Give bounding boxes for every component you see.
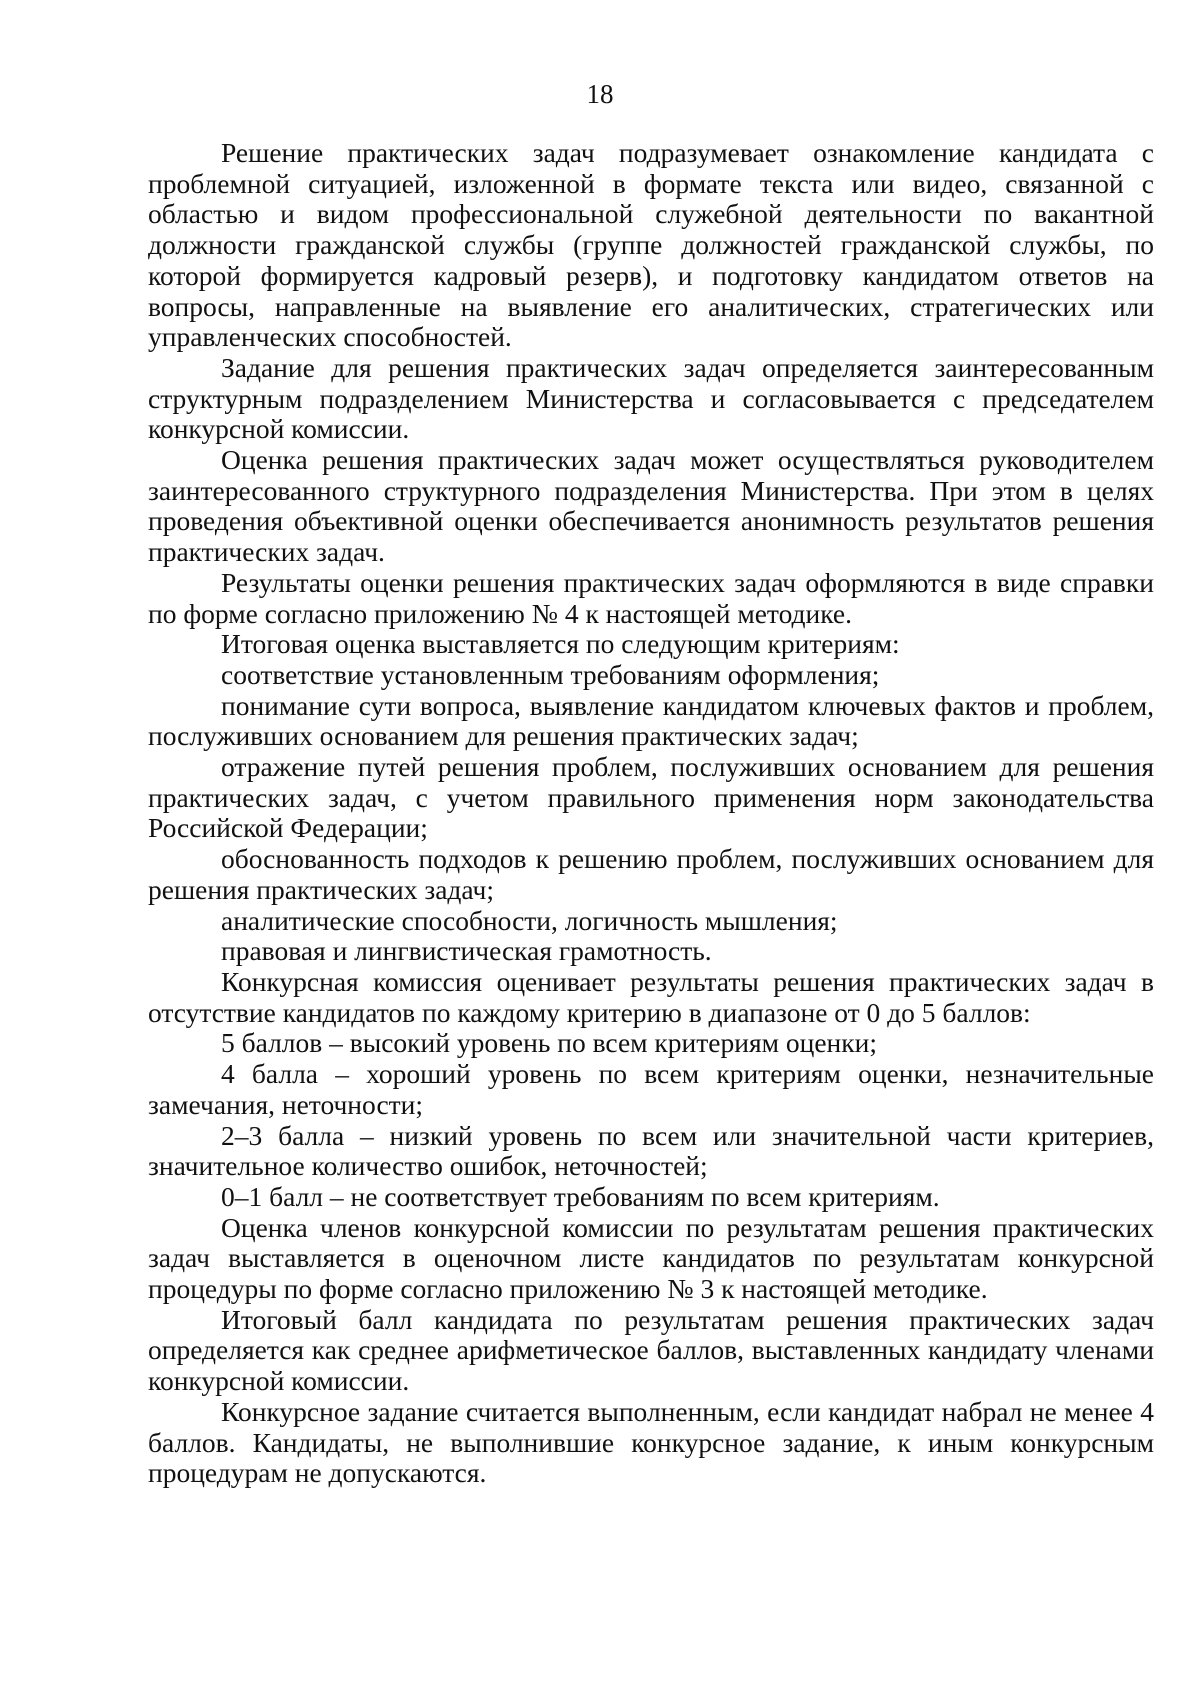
paragraph-evaluation-sheet: Оценка членов конкурсной комиссии по результатам решения практических задач выставляется в оценочном листе кандидатов по результатам конкурсной процедуры по форме согласно приложению № 3 к настоящей методике. [148,1211,1154,1305]
criterion-understanding: понимание сути вопроса, выявление кандидатом ключевых фактов и проблем, послуживших основанием для решения практических задач; [148,689,1154,752]
score-level-5: 5 баллов – высокий уровень по всем критериям оценки; [221,1027,877,1059]
paragraph-practical-tasks-definition: Решение практических задач подразумевает ознакомление кандидата с проблемной ситуацией, изложенной в формате текста или видео, связанной с областью и видом профессиональной служебной деятельности по вакантной должности гражданской службы (группе должностей гражданской службы, по которой формируется кадровый резерв), и подготовку кандидатом ответов на вопросы, направленные на выявление его аналитических, стратегических или управленческих способностей. [148,137,1154,353]
paragraph-evaluation-by-head: Оценка решения практических задач может осуществляться руководителем заинтересованного структурного подразделения Министерства. При этом в целях проведения объективной оценки обеспечивается анонимность результатов решения практических задач. [148,444,1154,568]
paragraph-task-assignment: Задание для решения практических задач определяется заинтересованным структурным подразделением Министерства и согласовывается с председателем конкурсной комиссии. [148,351,1154,445]
criterion-justification: обоснованность подходов к решению проблем, послуживших основанием для решения практических задач; [148,843,1154,905]
criterion-solutions: отражение путей решения проблем, послуживших основанием для решения практических задач, с учетом правильного применения норм законодательства Российской Федерации; [148,751,1154,844]
page-number: 18 [586,79,614,109]
score-level-4: 4 балла – хороший уровень по всем критериям оценки, незначительные замечания, неточности; [148,1058,1154,1120]
criterion-analytical: аналитические способности, логичность мышления; [221,904,838,936]
paragraph-results-form: Результаты оценки решения практических задач оформляются в виде справки по форме согласно приложению № 4 к настоящей методике. [148,566,1154,629]
criterion-formatting: соответствие установленным требованиям оформления; [221,658,880,690]
score-level-2-3: 2–3 балла – низкий уровень по всем или значительной части критериев, значительное количество ошибок, неточностей; [148,1119,1154,1182]
criterion-literacy: правовая и лингвистическая грамотность. [221,935,712,967]
paragraph-final-score: Итоговый балл кандидата по результатам решения практических задач определяется как среднее арифметическое баллов, выставленных кандидату членами конкурсной комиссии. [148,1303,1154,1397]
document-body [148,138,1154,1489]
paragraph-scoring-range: Конкурсная комиссия оценивает результаты решения практических задач в отсутствие кандидатов по каждому критерию в диапазоне от 0 до 5 баллов: [148,965,1154,1028]
paragraph-criteria-intro: Итоговая оценка выставляется по следующим критериям: [221,628,900,660]
score-level-0-1: 0–1 балл – не соответствует требованиям по всем критериям. [221,1180,940,1212]
paragraph-task-completion: Конкурсное задание считается выполненным, если кандидат набрал не менее 4 баллов. Кандидаты, не выполнившие конкурсное задание, к иным конкурсным процедурам не допускаются. [148,1395,1154,1489]
